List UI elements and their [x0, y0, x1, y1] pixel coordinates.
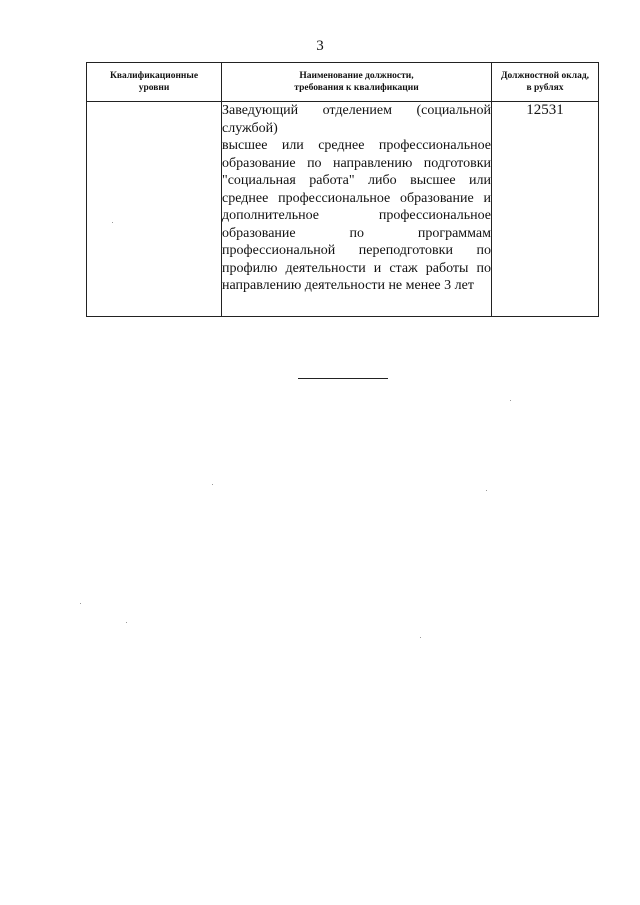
- scan-speck: [212, 484, 213, 485]
- page-number: 3: [316, 38, 324, 54]
- qualification-level-cell: [87, 102, 222, 317]
- position-cell: [222, 102, 492, 317]
- scan-speck: [126, 622, 127, 623]
- scan-speck: [112, 222, 113, 223]
- position-requirements: высшее или среднее профессиональное образование по направлению подготовки "социальная работа" либо высшее или среднее профессиональное образование и дополнительное профессиональное образование по программам профессиональной переподготовки по профилю деятельности и стаж работы по направлению деятельности не менее 3 лет: [222, 138, 491, 293]
- salary-value: 12531: [492, 102, 599, 317]
- header-salary: Должностной оклад, в рублях: [492, 63, 599, 102]
- position-title: Заведующий отделением (социальной службой): [222, 103, 491, 136]
- header-position-requirements: Наименование должности, требования к квалификации: [222, 63, 492, 102]
- table-row: [87, 102, 599, 317]
- scan-speck: [486, 490, 487, 491]
- table-header-row: [87, 63, 599, 102]
- qualification-table: [86, 62, 599, 317]
- header-qualification-levels: Квалификационные уровни: [87, 63, 222, 102]
- scan-speck: [510, 400, 511, 401]
- scan-speck: [420, 637, 421, 638]
- end-divider-line: [298, 378, 388, 379]
- scan-speck: [80, 603, 81, 604]
